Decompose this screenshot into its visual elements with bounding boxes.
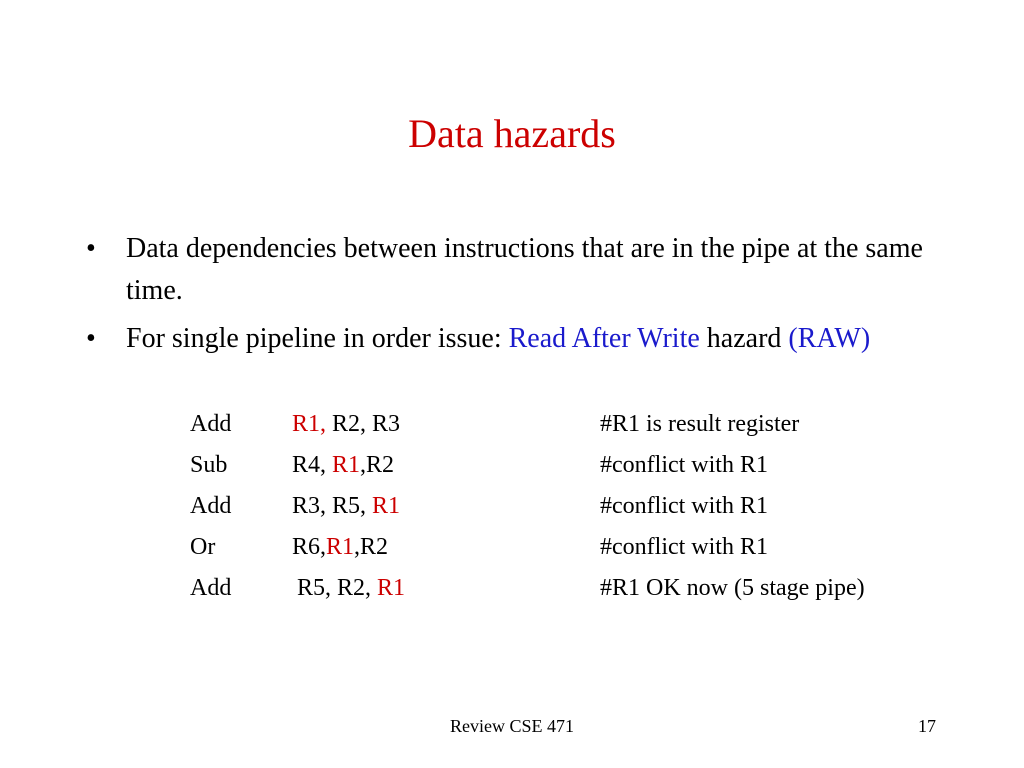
conflict-register: R1 (332, 452, 361, 478)
bullet-item (86, 228, 966, 312)
code-operands (297, 568, 405, 609)
operand-text: R4, (292, 452, 333, 478)
code-opcode: Add (190, 411, 232, 437)
safe-register: R1 (377, 575, 406, 601)
code-comment: #conflict with R1 (600, 534, 768, 560)
code-operands (292, 404, 400, 445)
operand-text: R3, R5, (292, 493, 373, 519)
footer-label: Review CSE 471 (450, 716, 574, 736)
code-comment: #conflict with R1 (600, 493, 768, 519)
operand-text: ,R2 (360, 452, 395, 478)
bullet-item (86, 318, 966, 360)
page-number: 17 (918, 716, 936, 736)
operand-text: R6, (292, 534, 327, 560)
code-comment: #conflict with R1 (600, 452, 768, 478)
code-opcode: Or (190, 534, 216, 560)
operand-text: R5, R2, (297, 575, 378, 601)
operand-text: R2, R3 (326, 411, 401, 437)
bullet-list (86, 228, 966, 366)
bullet-text: For single pipeline in order issue: (126, 323, 509, 354)
code-comment: #R1 is result register (600, 411, 800, 437)
conflict-register: R1 (326, 534, 355, 560)
raw-hazard-highlight: Read After Write (508, 323, 700, 354)
code-opcode: Add (190, 493, 232, 519)
code-operands (292, 486, 400, 527)
code-opcode: Add (190, 575, 232, 601)
bullet-marker: • (86, 233, 96, 264)
code-comment: #R1 OK now (5 stage pipe) (600, 575, 865, 601)
code-operands (292, 527, 388, 568)
slide-title: Data hazards (408, 111, 616, 156)
bullet-text: Data dependencies between instructions that are in the pipe at the same time. (126, 233, 923, 306)
operand-text: ,R2 (354, 534, 389, 560)
result-register: R1, (292, 411, 327, 437)
code-operands (292, 445, 394, 486)
conflict-register: R1 (372, 493, 401, 519)
code-opcode: Sub (190, 452, 228, 478)
bullet-marker: • (86, 323, 96, 354)
bullet-text-suffix: hazard (699, 323, 789, 354)
raw-abbreviation: (RAW) (788, 323, 871, 354)
